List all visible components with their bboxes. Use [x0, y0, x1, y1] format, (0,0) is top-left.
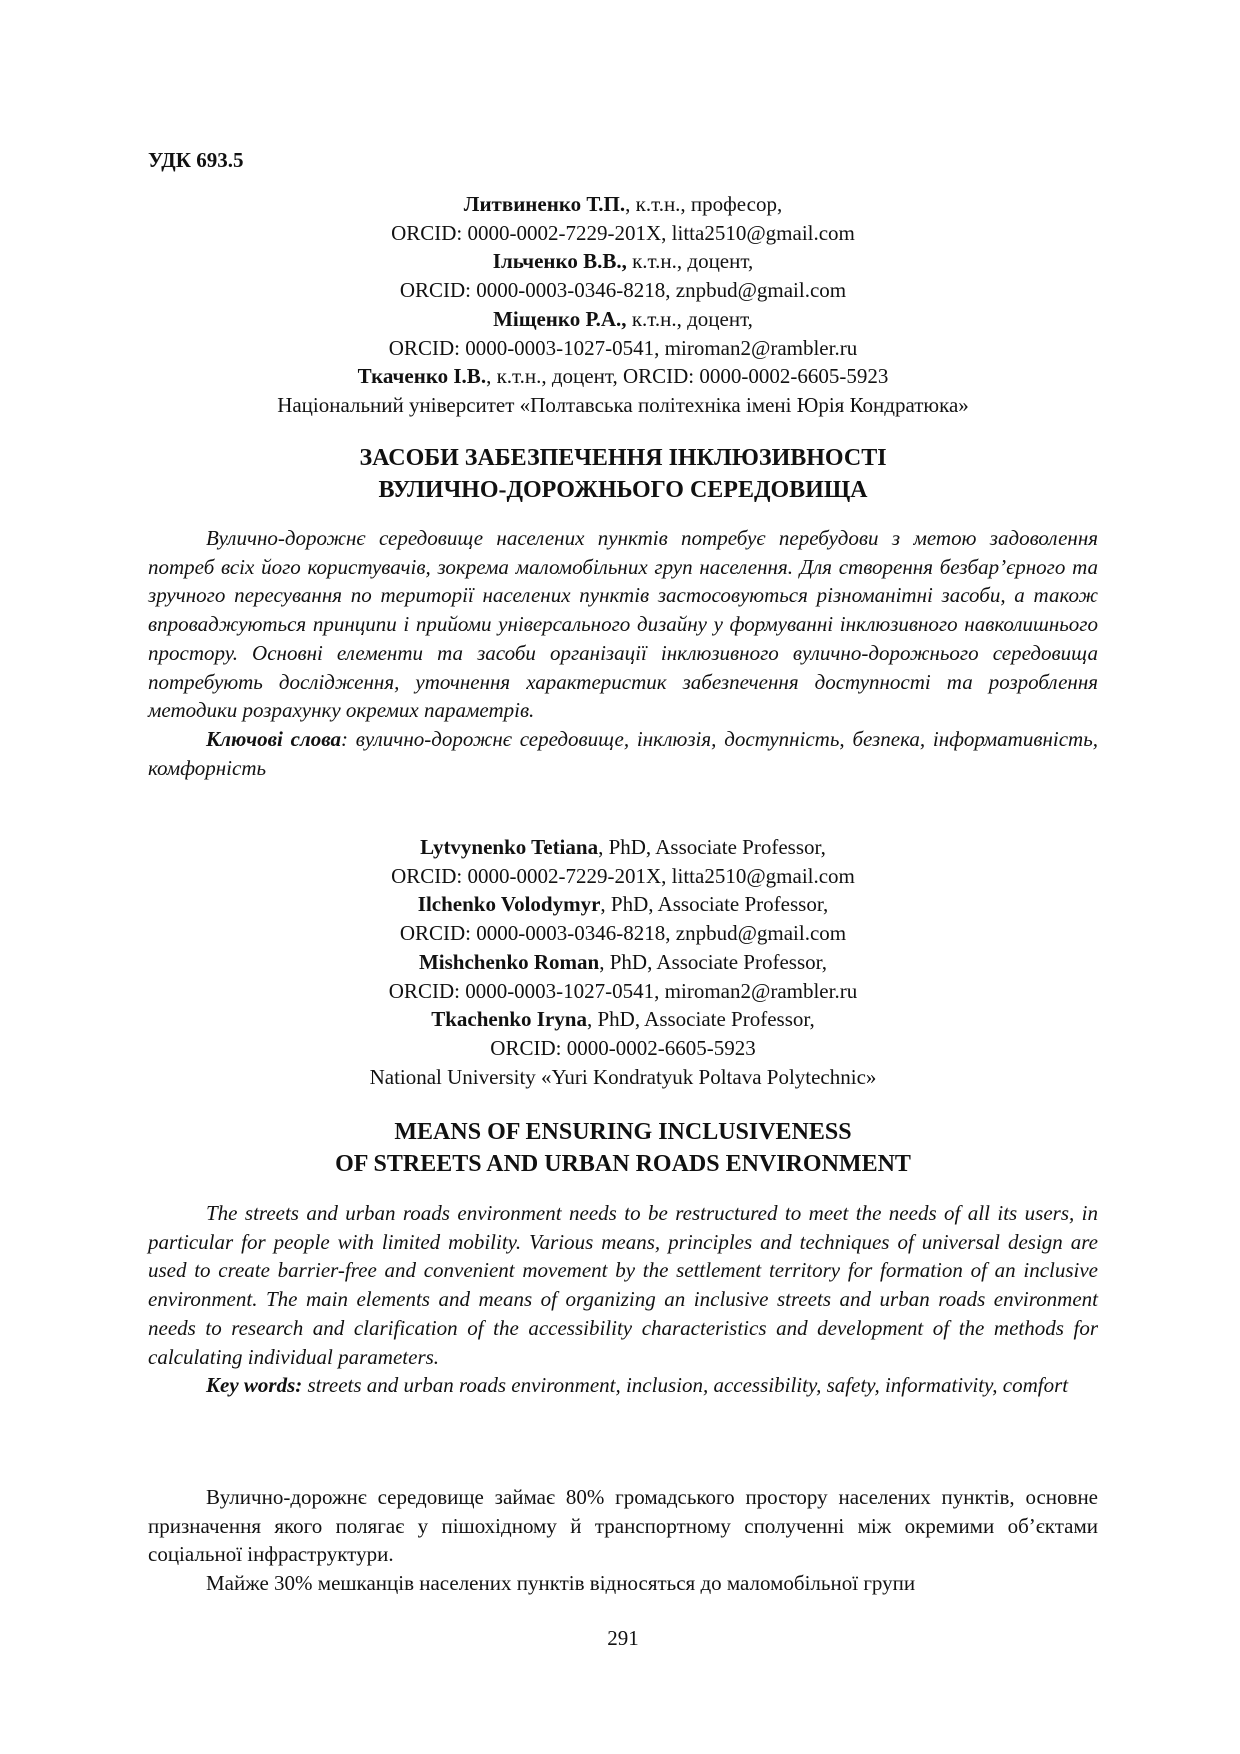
author-details: , PhD, Associate Professor,	[599, 949, 828, 974]
author-line	[148, 833, 1098, 862]
author-line	[148, 919, 1098, 948]
author-line	[148, 219, 1098, 248]
title-en	[148, 1116, 1098, 1180]
title-ua-line-1: ЗАСОБИ ЗАБЕЗПЕЧЕННЯ ІНКЛЮЗИВНОСТІ	[359, 445, 887, 471]
keywords-ua-text: : вулично-дорожнє середовище, інклюзія, доступність, безпека, інформативність, комфорність	[148, 726, 1098, 780]
author-details: ORCID: 0000-0002-7229-201X, litta2510@gmail.com	[391, 220, 855, 245]
authors-en-block	[148, 833, 1098, 1091]
affiliation-line	[148, 1063, 1098, 1092]
keywords-ua	[148, 725, 1098, 782]
author-details: ORCID: 0000-0003-0346-8218, znpbud@gmail.com	[399, 278, 847, 303]
author-line	[148, 1034, 1098, 1063]
author-details: , PhD, Associate Professor,	[600, 892, 829, 917]
author-details: ORCID: 0000-0002-6605-5923	[490, 1035, 756, 1060]
author-line	[148, 977, 1098, 1006]
title-en-line-1: MEANS OF ENSURING INCLUSIVENESS	[394, 1119, 852, 1145]
author-line	[148, 948, 1098, 977]
author-line	[148, 334, 1098, 363]
author-name: Литвиненко Т.П.	[463, 192, 626, 216]
author-details: , к.т.н., доцент, ORCID: 0000-0002-6605-5923	[486, 364, 889, 389]
title-en-line-2: OF STREETS AND URBAN ROADS ENVIRONMENT	[335, 1151, 911, 1177]
author-line	[148, 305, 1098, 334]
author-name: Mishchenko Roman	[418, 949, 600, 974]
abstract-en-text: The streets and urban roads environment needs to be restructured to meet the needs of all its users, in particular for people with limited mobility. Various means, principles and techniques of universal design are used to create barrier-free and convenient movement by the settlement territory for formation of an inclusive environment. The main elements and means of organizing an inclusive streets and urban roads environment needs to research and clarification of the accessibility characteristics and development of the methods for calculating individual parameters.	[148, 1201, 1098, 1369]
author-name: Ільченко В.В.,	[492, 249, 627, 274]
author-line	[148, 862, 1098, 891]
title-ua-line-2: ВУЛИЧНО-ДОРОЖНЬОГО СЕРЕДОВИЩА	[378, 477, 868, 503]
body-text	[148, 1483, 1098, 1598]
author-line	[148, 362, 1098, 391]
author-details: к.т.н., доцент,	[626, 249, 754, 274]
affiliation: National University «Yuri Kondratyuk Poltava Polytechnic»	[369, 1064, 877, 1089]
body-paragraph: Майже 30% мешканців населених пунктів відносяться до маломобільної групи	[206, 1571, 916, 1596]
keywords-en-label: Key words:	[206, 1373, 303, 1398]
author-details: ORCID: 0000-0002-7229-201X, litta2510@gmail.com	[391, 863, 855, 888]
authors-ua-block	[148, 190, 1098, 420]
keywords-ua-label: Ключові слова	[206, 726, 341, 751]
author-details: ORCID: 0000-0003-1027-0541, miroman2@rambler.ru	[388, 978, 858, 1003]
abstract-ua-text: Вулично-дорожнє середовище населених пунктів потребує перебудови з метою задоволення потреб всіх його користувачів, зокрема маломобільних груп населення. Для створення безбар’єрного та зручного пересування по території населених пунктів застосовуються різноманітні засоби, а також впроваджуються принципи і прийоми універсального дизайну у формуванні інклюзивного навколишнього простору. Основні елементи та засоби організації інклюзивного вулично-дорожнього середовища потребують дослідження, уточнення характеристик забезпечення доступності та розроблення методики розрахунку окремих параметрів.	[148, 526, 1098, 723]
author-name: Ilchenko Volodymyr	[417, 892, 601, 917]
author-name: Міщенко Р.А.,	[493, 306, 627, 331]
udc-code: УДК 693.5	[148, 148, 244, 172]
page-number: 291	[607, 1626, 639, 1650]
author-line	[148, 890, 1098, 919]
affiliation-line	[148, 391, 1098, 420]
abstract-en	[148, 1199, 1098, 1400]
author-details: , к.т.н., професор,	[625, 192, 783, 216]
author-line	[148, 276, 1098, 305]
author-details: ORCID: 0000-0003-1027-0541, miroman2@rambler.ru	[388, 335, 858, 360]
abstract-ua	[148, 524, 1098, 782]
author-name: Tkachenko Iryna	[431, 1007, 587, 1032]
author-line	[148, 247, 1098, 276]
author-details: , PhD, Associate Professor,	[598, 835, 826, 859]
author-details: ORCID: 0000-0003-0346-8218, znpbud@gmail.com	[399, 921, 847, 946]
body-paragraph: Вулично-дорожнє середовище займає 80% громадського простору населених пунктів, основне призначення якого полягає у пішохідному й транспортному сполученні між окремими об’єктами соціальної інфраструктури.	[148, 1485, 1098, 1567]
author-details: к.т.н., доцент,	[626, 306, 753, 331]
title-ua	[148, 442, 1098, 506]
author-name: Ткаченко І.В.	[357, 364, 487, 389]
keywords-en	[148, 1371, 1098, 1400]
author-name: Lytvynenko Tetiana	[420, 835, 599, 859]
author-details: , PhD, Associate Professor,	[586, 1007, 815, 1032]
author-line	[148, 190, 1098, 219]
author-line	[148, 1005, 1098, 1034]
keywords-en-text: streets and urban roads environment, inclusion, accessibility, safety, informativity, comfort	[302, 1373, 1069, 1398]
affiliation: Національний університет «Полтавська політехніка імені Юрія Кондратюка»	[277, 392, 969, 417]
